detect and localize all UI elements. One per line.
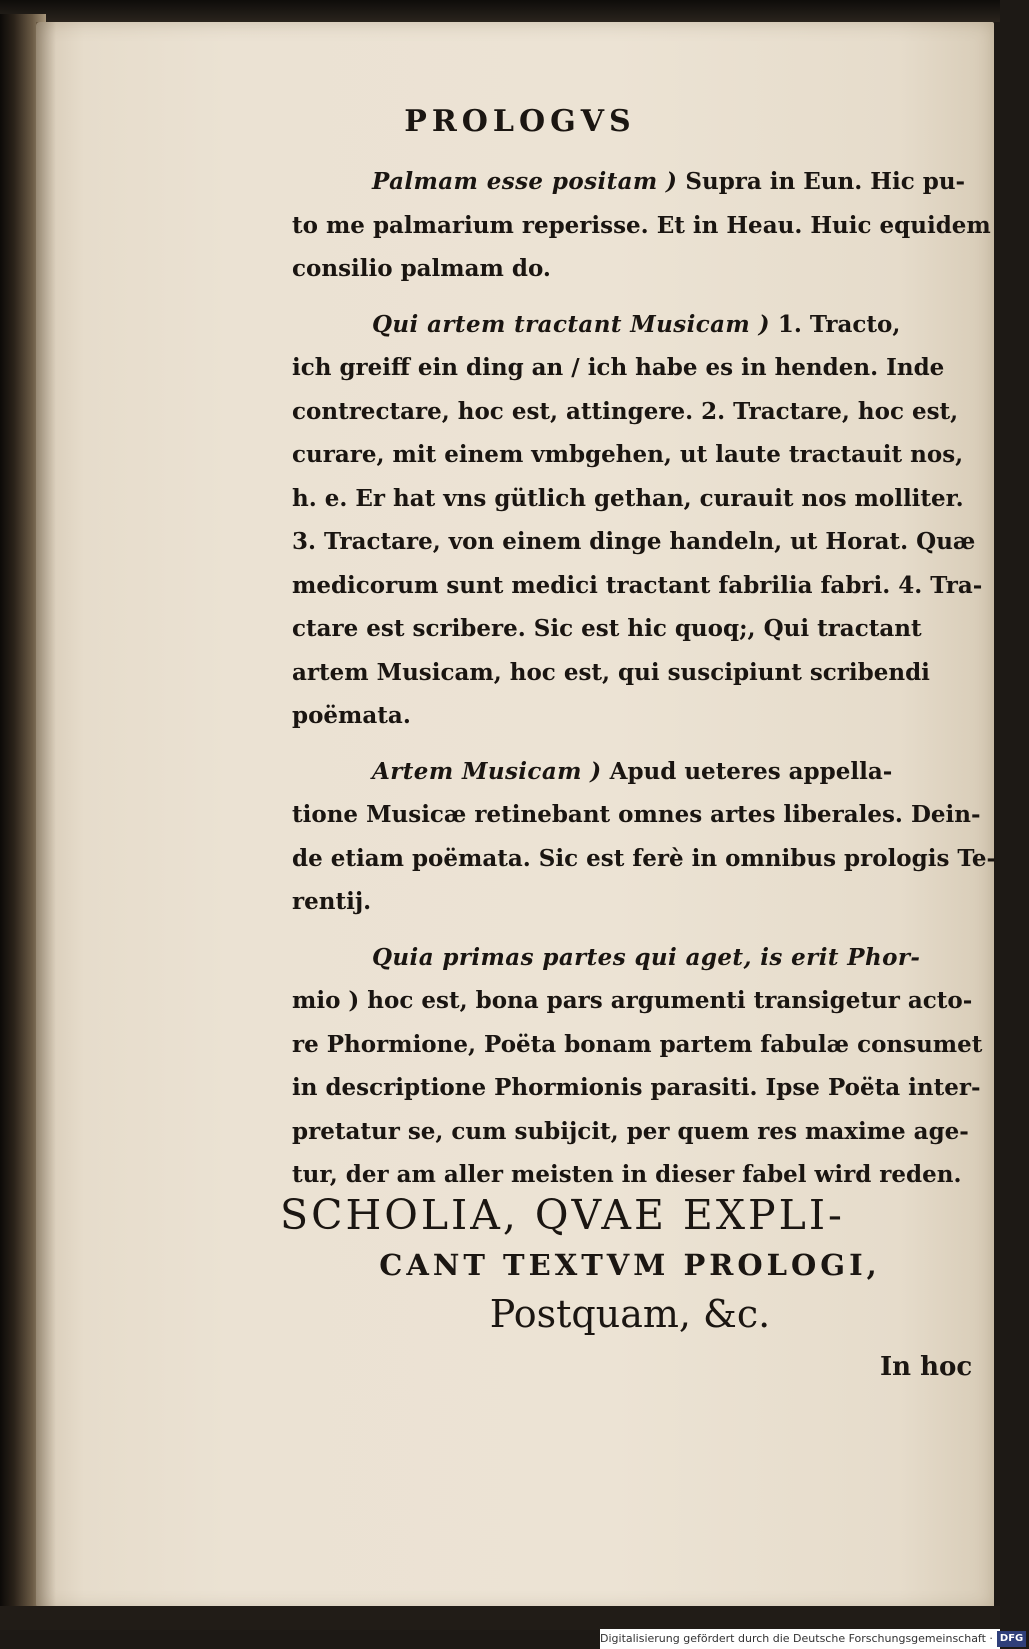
lemma: Qui artem tractant Musicam ) bbox=[372, 310, 770, 338]
page-gutter-shadow bbox=[36, 22, 56, 1610]
footer-credit-text: Digitalisierung gefördert durch die Deutsche Forschungsgemeinschaft · bbox=[600, 1632, 993, 1645]
text-line: poëmata. bbox=[292, 702, 411, 729]
catchword: In hoc bbox=[880, 1352, 973, 1382]
first-line bbox=[292, 160, 978, 204]
text-line: ctare est scribere. Sic est hic quoq;, Qui tractant bbox=[292, 615, 922, 642]
commentary-text bbox=[292, 160, 997, 1209]
text-line: tione Musicæ retinebant omnes artes liberales. Dein- bbox=[292, 801, 981, 828]
text-line: Supra in Eun. Hic pu- bbox=[685, 168, 966, 195]
text-line: 1. Tracto, bbox=[777, 310, 901, 338]
text-line: 3. Tractare, von einem dinge handeln, ut Horat. Quæ bbox=[292, 528, 976, 555]
first-line bbox=[292, 303, 978, 347]
book-bottom-edge bbox=[0, 1606, 1000, 1630]
heading-line: Postquam, &c. bbox=[489, 1292, 771, 1336]
text-line: in descriptione Phormionis parasiti. Ipse Poëta inter- bbox=[292, 1074, 981, 1101]
commentary-paragraph bbox=[292, 160, 991, 291]
text-line: medicorum sunt medici tractant fabrilia fabri. 4. Tra- bbox=[292, 571, 983, 599]
text-line: artem Musicam, hoc est, qui suscipiunt scribendi bbox=[292, 658, 930, 686]
commentary-paragraph bbox=[292, 750, 997, 924]
text-line: consilio palmam do. bbox=[292, 255, 551, 282]
text-line: de etiam poëmata. Sic est ferè in omnibus prologis Te- bbox=[292, 844, 997, 872]
text-line: pretatur se, cum subijcit, per quem res maxime age- bbox=[292, 1117, 969, 1145]
text-line: ich greiff ein ding an / ich habe es in henden. Inde bbox=[292, 354, 945, 381]
text-line: rentij. bbox=[292, 888, 372, 915]
lemma: Artem Musicam ) bbox=[372, 757, 602, 785]
first-line bbox=[292, 936, 978, 980]
book-top-edge bbox=[0, 0, 1000, 22]
running-head: PROLOGVS bbox=[404, 104, 636, 139]
text-line: tur, der am aller meisten in dieser fabel wird reden. bbox=[292, 1161, 962, 1188]
lemma: Palmam esse positam ) bbox=[372, 168, 678, 195]
text-line: to me palmarium reperisse. Et in Heau. Huic equidem bbox=[292, 211, 991, 239]
text-line: mio ) hoc est, bona pars argumenti transigetur acto- bbox=[292, 987, 973, 1014]
lemma: Quia primas partes qui aget, is erit Phor- bbox=[372, 943, 921, 971]
text-line: re Phormione, Poëta bonam partem fabulæ consumet bbox=[292, 1030, 983, 1058]
text-line: curare, mit einem vmbgehen, ut laute tractauit nos, bbox=[292, 441, 964, 468]
dfg-footer bbox=[600, 1629, 1024, 1649]
first-line bbox=[292, 750, 978, 794]
text-line: contrectare, hoc est, attingere. 2. Tractare, hoc est, bbox=[292, 397, 959, 425]
scholia-heading bbox=[280, 1188, 980, 1340]
commentary-paragraph bbox=[292, 936, 983, 1197]
dfg-logo-icon[interactable]: DFG bbox=[997, 1631, 1026, 1647]
text-line: h. e. Er hat vns gütlich gethan, curauit nos molliter. bbox=[292, 484, 964, 512]
heading-line: SCHOLIA, QVAE EXPLI- bbox=[280, 1191, 845, 1239]
commentary-paragraph bbox=[292, 303, 983, 738]
heading-line: CANT TEXTVM PROLOGI, bbox=[379, 1248, 881, 1282]
text-line: Apud ueteres appella- bbox=[609, 757, 893, 785]
